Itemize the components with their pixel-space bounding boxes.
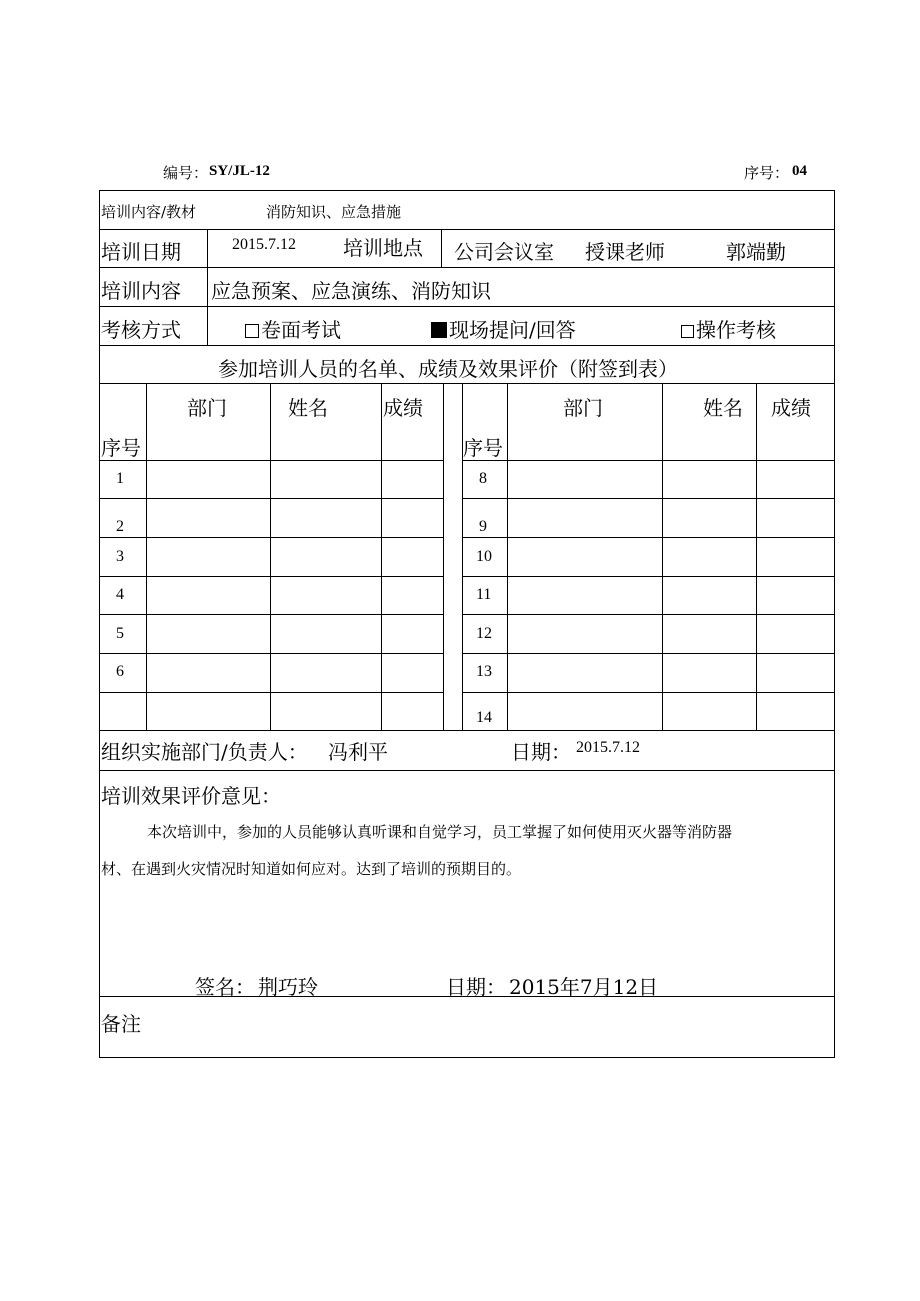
roster-seq-right: 13 [476,663,492,680]
signature-name: 荆巧玲 [258,975,318,999]
header-seq-right: 序号 [463,436,503,460]
assessment-option-onsite[interactable]: 现场提问/回答 [431,314,576,343]
checked-box-icon [431,322,447,338]
organizer-label: 组织实施部门/负责人： [101,740,308,764]
evaluation-text-line2: 材、在遇到火灾情况时知道如何应对。达到了培训的预期目的。 [101,860,522,878]
unchecked-box-icon [681,325,694,338]
training-content-label: 培训内容 [101,279,181,303]
roster-seq-left: 5 [116,625,124,642]
roster-seq-right: 10 [476,548,492,565]
training-date-value: 2015.7.12 [232,236,296,253]
serial-value: 04 [792,163,807,179]
organizer-date-label: 日期： [511,740,571,764]
assessment-option-practical[interactable]: 操作考核 [681,314,776,343]
roster-seq-right: 9 [479,518,487,535]
teacher-value: 郭端勤 [726,240,786,264]
roster-seq-left: 3 [116,548,124,565]
evaluation-label: 培训效果评价意见： [101,784,281,808]
roster-title: 参加培训人员的名单、成绩及效果评价（附签到表） [218,357,678,381]
roster-seq-left: 4 [116,586,124,603]
roster-seq-left: 1 [116,470,124,487]
roster-seq-right: 14 [476,709,492,726]
header-dept-right: 部门 [563,396,603,420]
header-score-left: 成绩 [383,396,423,420]
roster-seq-left: 6 [116,663,124,680]
organizer-date-value: 2015.7.12 [576,739,640,756]
header-name-right: 姓名 [703,396,743,420]
content-material-label: 培训内容/教材 [101,203,197,221]
evaluation-date-value: 2015年7月12日 [509,975,659,999]
training-location-value: 公司会议室 [454,240,554,264]
roster-seq-right: 8 [479,470,487,487]
header-dept-left: 部门 [187,396,227,420]
roster-seq-right: 11 [476,586,492,603]
header-seq-left: 序号 [101,436,141,460]
header-name-left: 姓名 [288,396,328,420]
header-score-right: 成绩 [771,396,811,420]
training-location-label: 培训地点 [343,236,423,260]
organizer-person: 冯利平 [328,740,388,764]
serial-label: 序号： [744,164,790,182]
content-material-value: 消防知识、应急措施 [266,203,402,221]
training-date-label: 培训日期 [101,240,181,264]
evaluation-date-label: 日期： [446,975,506,999]
roster-seq-left: 2 [116,518,124,535]
roster-seq-right: 12 [476,625,492,642]
code-value: SY/JL-12 [209,163,270,179]
training-content-value: 应急预案、应急演练、消防知识 [211,279,491,303]
remarks-label: 备注 [101,1012,141,1036]
code-label: 编号： [163,164,209,182]
evaluation-text-line1: 本次培训中，参加的人员能够认真听课和自觉学习，员工掌握了如何使用灭火器等消防器 [147,823,733,841]
assessment-label: 考核方式 [101,318,181,342]
signature-label: 签名： [195,975,255,999]
assessment-option-written[interactable]: 卷面考试 [245,314,341,343]
unchecked-box-icon [245,324,259,338]
teacher-label: 授课老师 [585,240,665,264]
